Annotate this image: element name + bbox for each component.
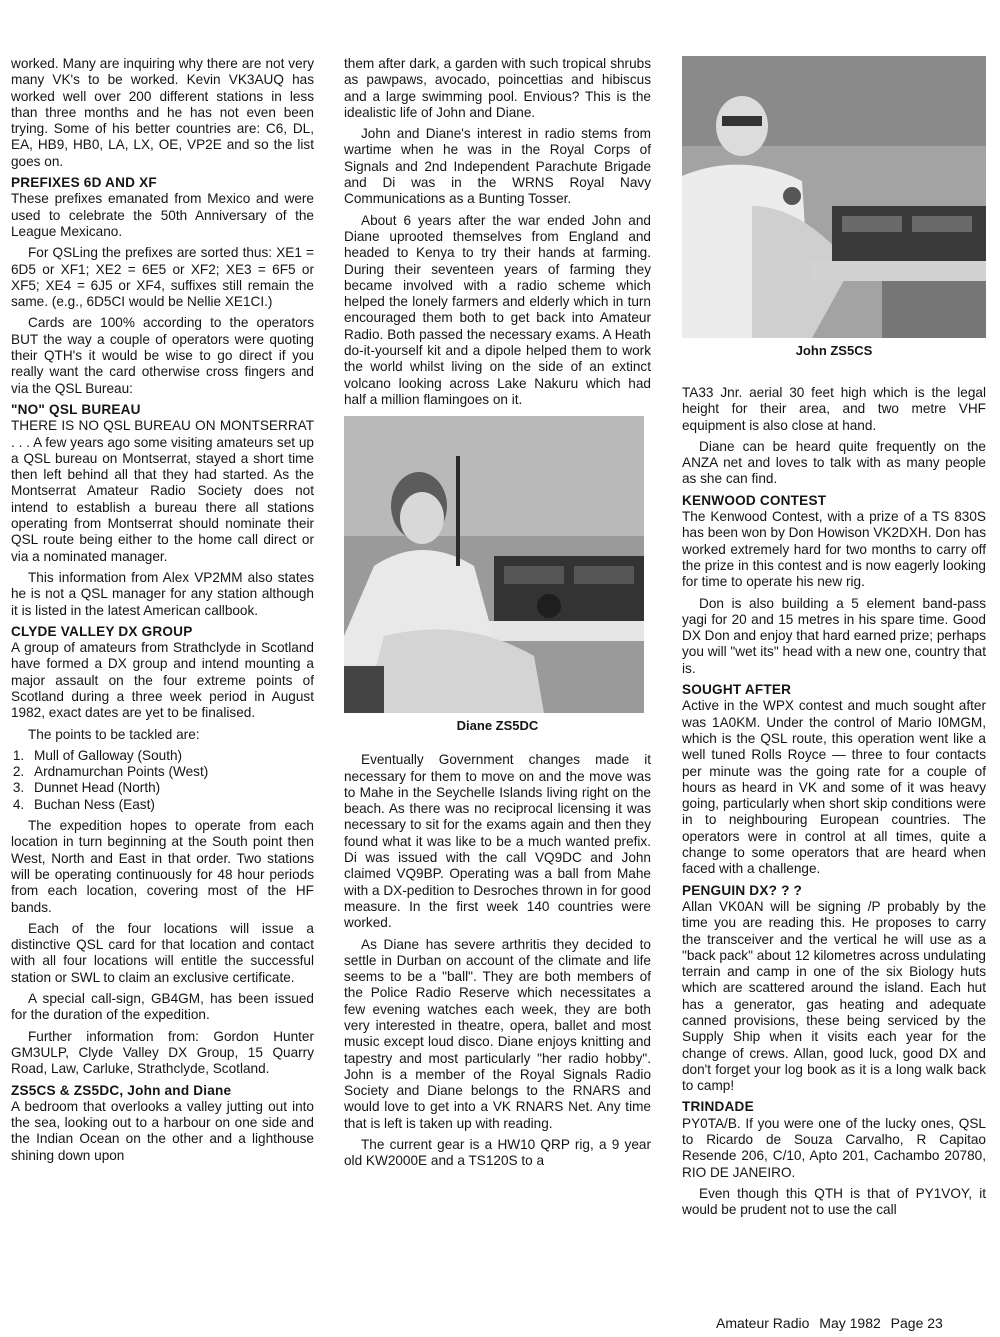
paragraph: TA33 Jnr. aerial 30 feet high which is the legal height for their area, and two metre VHF equipment is also close at hand. [682, 385, 986, 433]
page-footer [716, 1315, 988, 1332]
paragraph: A group of amateurs from Strathclyde in Scotland have formed a DX group and intend mounting a major assault on the four extreme points of Scotland during a three week period in August 1982, exact dates are yet to be finalised. [11, 640, 314, 721]
paragraph: Diane can be heard quite frequently on the ANZA net and loves to talk with as many people as she can find. [682, 438, 986, 487]
column-3 [682, 56, 986, 1224]
photo-caption-diane: Diane ZS5DC [456, 718, 539, 734]
paragraph: Active in the WPX contest and much sought after was 1A0KM. Under the control of Mario I0MGM, which is the QSL route, this operation went like a well tuned Rolls Royce — three to four contacts per minute was the going rate for a couple of hours as heard in VK and some of it was heavy going, particularly when short skip conditions were in to neighbouring European countries. The operators were in control at all times, quite a change to some operators that are heard when faced with a challenge. [682, 698, 986, 877]
paragraph: THERE IS NO QSL BUREAU ON MONTSERRAT . . . A few years ago some visiting amateurs set up a QSL bureau on Montserrat, stayed a short time then left behind all that they had started. As the Montserrat Amateur Radio Society does not intend to establish a bureau there all stations operating from Montserrat should nominate their QSL route being either to the home call direct or via a nominated manager. [11, 418, 314, 564]
paragraph: worked. Many are inquiring why there are not very many VK's to be worked. Kevin VK3AUQ has worked well over 200 different stations in less than three months and he has not even been trying. Some of his better countries are: C6, DL, EA, HB9, HB0, LA, LX, OE, VP2E and so the list goes on. [11, 56, 314, 169]
paragraph: them after dark, a garden with such tropical shrubs as pawpaws, avocado, poincettias and hibiscus and a large swimming pool. Envious? This is the idealistic life of John and Diane. [344, 56, 651, 120]
photo-diane-image [344, 416, 644, 713]
paragraph: About 6 years after the war ended John and Diane uprooted themselves from England and headed to Kenya to try their hands at farming. During their seventeen years of farming they became involved with a radio scheme which helped the lonely farmers and elderly which in turn encouraged them both to get back into Amateur Radio. Both passed the necessary exams. A Heath do-it-yourself kit and a dipole helped them to work the world whilst living on the side of an extinct volcano looking across Lake Nakuru which had half a million flamingoes on it. [344, 212, 651, 407]
section-heading-clyde-valley: CLYDE VALLEY DX GROUP [11, 623, 193, 639]
paragraph: Each of the four locations will issue a distinctive QSL card for that location and contact with all four locations will entitle the successful station or SWL to claim an exclusive certificate. [11, 920, 314, 985]
footer-page-number: Page 23 [890, 1315, 943, 1331]
list-item: 3. Dunnet Head (North) [28, 780, 314, 796]
points-list [11, 748, 314, 813]
photo-caption-john: John ZS5CS [795, 343, 873, 358]
paragraph: As Diane has severe arthritis they decided to settle in Durban on account of the climate and life seems to be a "ball". They are both members of the Police Radio Reserve which necessitates a few evening watches each week, they are both very interested in theatre, opera, ballet and most music except loud disco. Diane enjoys knitting and tapestry and most particularly "her radio hobby". John is a member of the Royal Signals Radio Society and Diane belongs to the RNARS and would love to get into a VK RNARS Net. Any time that is left is taken up with reading. [344, 936, 651, 1131]
photo-john [682, 56, 986, 338]
paragraph: Don is also building a 5 element band-pass yagi for 20 and 15 metres in his spare time. Good DX Don and enjoy that hard earned prize; perhaps you will "wet its" head with a new one, country that is. [682, 595, 986, 676]
footer-magazine-name: Amateur Radio [716, 1315, 810, 1331]
section-heading-trindade: TRINDADE [682, 1099, 754, 1115]
list-item: 2. Ardnamurchan Points (West) [28, 764, 314, 780]
paragraph: These prefixes emanated from Mexico and were used to celebrate the 50th Anniversary of the League Mexicano. [11, 191, 314, 239]
paragraph: Cards are 100% according to the operators BUT the way a couple of operators were quoting their QTH's it would be wise to go direct if you really want the card otherwise cross fingers and via the QSL Bureau: [11, 315, 314, 396]
list-item: 4. Buchan Ness (East) [28, 797, 314, 813]
paragraph: PY0TA/B. If you were one of the lucky ones, QSL to Ricardo de Souza Carvalho, R Capitao Resende 206, C/10, Apto 201, Cachambo 20780, RIO DE JANEIRO. [682, 1115, 986, 1180]
paragraph: For QSLing the prefixes are sorted thus: XE1 = 6D5 or XF1; XE2 = 6E5 or XF2; XE3 = 6F5 or XF5; XE4 = 6J5 or XF4, suffixes still remain the same. (e.g., 6D5CI would be Nellie XE1CI.) [11, 245, 314, 310]
photo-diane [344, 416, 644, 713]
section-heading-prefixes: PREFIXES 6D AND XF [11, 175, 157, 191]
paragraph: The expedition hopes to operate from each location in turn beginning at the South point then West, North and East in that order. Two stations will be operating continuously for 48 hour periods from each location, covering most of the HF bands. [11, 818, 314, 915]
column-2 [344, 56, 651, 1175]
paragraph: The current gear is a HW10 QRP rig, a 9 year old KW2000E and a TS120S to a [344, 1137, 651, 1169]
paragraph: The points to be tackled are: [28, 726, 200, 742]
section-heading-kenwood: KENWOOD CONTEST [682, 492, 827, 508]
photo-john-image [682, 56, 986, 338]
section-heading-zs5cs: ZS5CS & ZS5DC, John and Diane [11, 1082, 232, 1098]
paragraph: Further information from: Gordon Hunter GM3ULP, Clyde Valley DX Group, 15 Quarry Road, Law, Carluke, Strathclyde, Scotland. [11, 1028, 314, 1077]
footer-issue-date: May 1982 [819, 1315, 881, 1331]
paragraph: Allan VK0AN will be signing /P probably by the time you are reading this. He proposes to carry the transceiver and the vertical he will use as a "back pack" about 12 kilometres across undulating terrain and camp in one of the six Biology huts which are scattered around the island. Each hut has a generator, gas heating and adequate canned provisions, these being serviced by the Supply Ship when it visits each year for the change of crews. Allan, good luck, good DX and don't forget your log book as it is a long walk back to camp! [682, 898, 986, 1094]
column-1 [11, 56, 314, 1169]
paragraph: The Kenwood Contest, with a prize of a TS 830S has been won by Don Howison VK2DXH. Don has worked extremely hard for two months to carry off the prize in this contest and is now eagerly looking for time to operate his new rig. [682, 509, 986, 590]
paragraph: This information from Alex VP2MM also states he is not a QSL manager for any station although it is listed in the latest American callbook. [11, 569, 314, 618]
list-item: 1. Mull of Galloway (South) [28, 748, 314, 764]
paragraph: John and Diane's interest in radio stems from wartime when he was in the Royal Corps of Signals and 2nd Independent Parachute Brigade and Di was in the WRNS Royal Navy Communications as a Bunting Tosser. [344, 126, 651, 207]
paragraph: A bedroom that overlooks a valley jutting out into the sea, looking out to a harbour on one side and the Indian Ocean on the other and a lighthouse shining down upon [11, 1098, 314, 1163]
section-heading-penguin-dx: PENGUIN DX? ? ? [682, 882, 803, 898]
paragraph: A special call-sign, GB4GM, has been issued for the duration of the expedition. [11, 991, 314, 1023]
section-heading-no-qsl-bureau: "NO" QSL BUREAU [11, 401, 141, 417]
section-heading-sought-after: SOUGHT AFTER [682, 682, 792, 698]
paragraph: Even though this QTH is that of PY1VOY, it would be prudent not to use the call [682, 1185, 986, 1218]
paragraph: Eventually Government changes made it necessary for them to move on and the move was to Mahe in the Seychelle Islands living right on the beach. As there was no reciprocal licensing it was necessary to sit for the exams again and then they found what it was like to be a much wanted prefix. Di was issued with the call VQ9DC and John claimed VQ9BP. Operating was a ball from Mahe with a DX-pedition to Desroches thrown in for good measure. In the first week 140 countries were worked. [344, 752, 651, 931]
